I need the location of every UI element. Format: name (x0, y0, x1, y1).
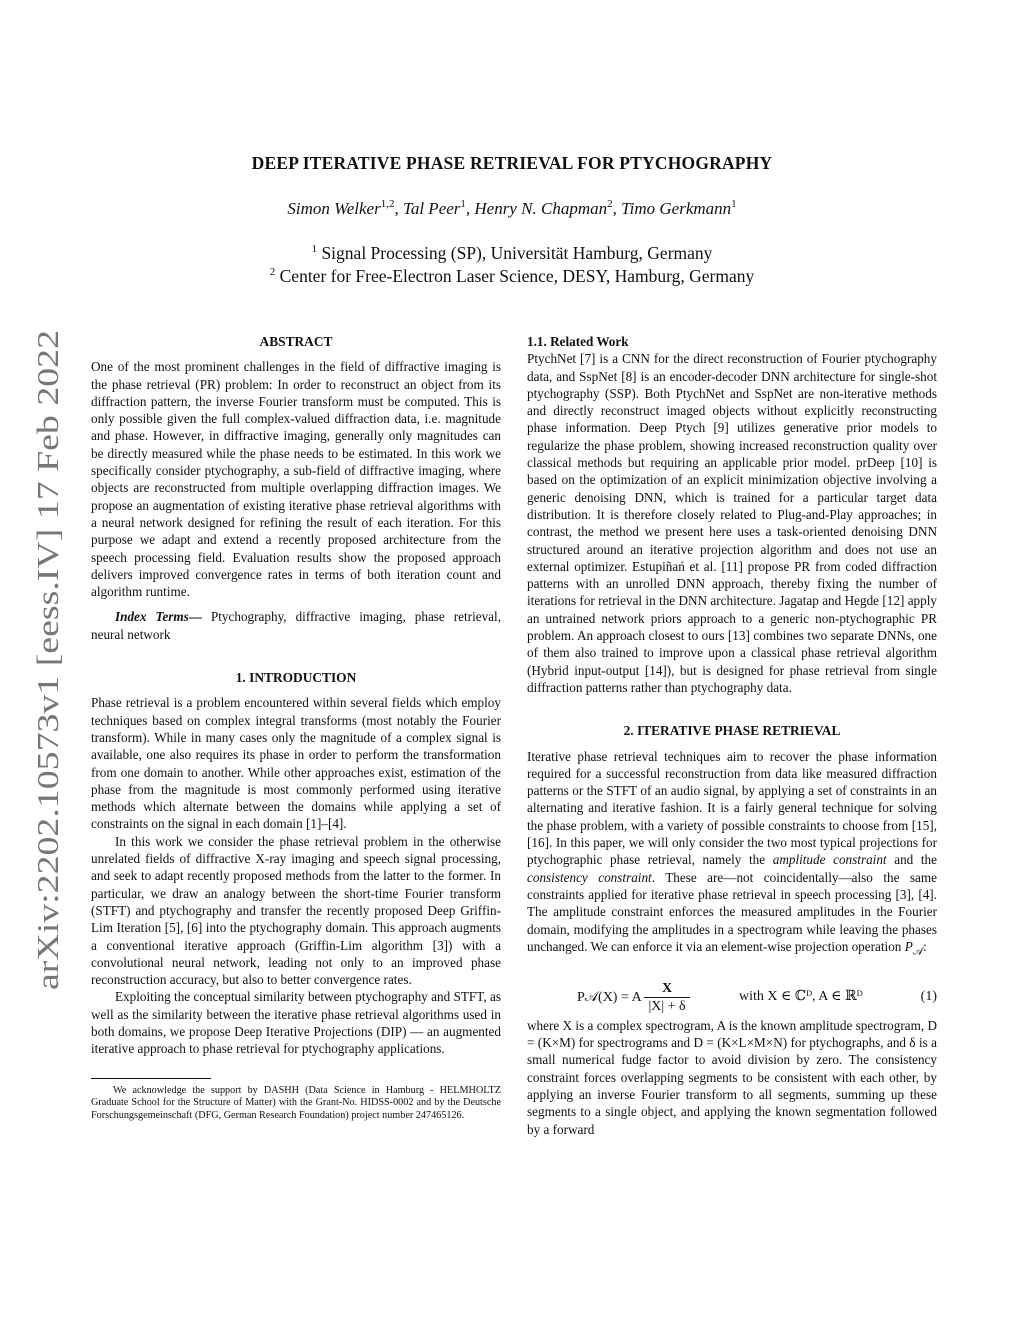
author-name: Timo Gerkmann (621, 199, 732, 218)
author-affil-sup: 2 (607, 198, 613, 210)
affiliation-line: $^2$ Center for Free-Electron Laser Science, DESY, Hamburg, Germany (269, 266, 755, 286)
equation-lhs: P𝒜(X) = A $\frac{X}{|X| + \delta}$ (577, 980, 690, 1016)
introduction-heading: 1. INTRODUCTION (235, 670, 357, 686)
author-affil-sup: 1 (460, 198, 466, 210)
equation-1 (527, 971, 937, 1015)
right-column (527, 333, 937, 1138)
related-work-body: PtychNet [7] is a CNN for the direct reconstruction of Fourier ptychography data, and SspNet [8] is an encoder-decoder DNN architecture for single-shot ptychography (SSP). Both PtychNet and SspNet are non-iterative methods and directly reconstruct imaged objects without explicitly reconstructing phase information. Deep Ptych [9] utilizes generative prior models to regularize the phase problem, showing increased reconstruction quality over classical methods but requiring an applicable prior model. prDeep [10] is based on the optimization of an explicit minimization objective involving a generic denoising DNN, which is trained for a particular target data distribution. It is therefore closely related to Plug-and-Play approaches; in contrast, the method we present here uses a task-oriented denoising DNN structured around an iterative projection algorithm and does not use an external optimizer. Estupiñań et al. [11] propose PR from coded diffraction patterns with an unrolled DNN approach, thereby fixing the number of iterations for retrieval in the DNN architecture. Jagatap and Hegde [12] apply an untrained network priors approach to a generic non-ptychographic PR problem. An approach closest to ours [13] combines two separate DNNs, one of them also trained to improve upon a classical phase retrieval algorithm (Hybrid input-output [14]), but is designed for phase retrieval from single diffraction patterns rather than ptychography data. (527, 351, 937, 695)
footnote-divider (91, 1078, 211, 1079)
paper-title: DEEP ITERATIVE PHASE RETRIEVAL FOR PTYCHOGRAPHY (251, 153, 773, 173)
left-column (91, 333, 501, 1122)
author-list: Simon Welker$^{1,2}$, Tal Peer$^1$, Henry N. Chapman$^2$, Timo Gerkmann$^1$ (287, 198, 737, 218)
arxiv-identifier-stamp (14, 320, 74, 1000)
author-affil-sup: 1 (731, 198, 737, 210)
abstract-body: One of the most prominent challenges in the field of diffractive imaging is the phase retrieval (PR) problem: In order to reconstruct an object from its diffraction pattern, the inverse Fourier transform must be computed. This is only possible given the full complex-valued diffraction data, i.e. magnitude and phase. However, in diffractive imaging, generally only magnitudes can be directly measured while the phase needs to be estimated. In this work we specifically consider ptychography, a sub-field of diffractive imaging, where objects are reconstructed from multiple overlapping diffraction images. We propose an augmentation of existing iterative phase retrieval algorithms with a neural network designed for refining the result of each iteration. For this purpose we adapt and extend a recently proposed architecture from the speech processing field. Evaluation results show the proposed approach delivers improved convergence rates in terms of both iteration count and algorithm runtime. (91, 359, 501, 600)
arxiv-stamp-text: arXiv:2202.10573v1 [eess.IV] 17 Feb 2022 (30, 449, 65, 990)
author-name: Henry N. Chapman (474, 199, 608, 218)
author-name: Tal Peer (402, 199, 461, 218)
equation-fraction: $\frac{X}{|X| + \delta}$ (644, 980, 689, 1016)
affiliations (0, 242, 1024, 288)
author-affil-sup: 1,2 (380, 198, 395, 210)
iterative-pr-heading: 2. ITERATIVE PHASE RETRIEVAL (623, 723, 841, 739)
footnote: We acknowledge the support by DASHH (Data Science in Hamburg - HELMHOLTZ Graduate School for the Structure of Matter) with the Grant-No. HIDSS-0002 and by the Deutsche Forschungsgemeinschaft (DFG, German Research Foundation) project number 247465126. (91, 1084, 501, 1121)
abstract-heading: ABSTRACT (259, 334, 333, 349)
intro-paragraph: In this work we consider the phase retrieval problem in the otherwise unrelated fields of diffractive X-ray imaging and speech signal processing, and seek to adapt recently proposed methods from the latter to the former. In particular, we draw an analogy between the short-time Fourier transform (STFT) and ptychography and transfer the recently proposed Deep Griffin-Lim Iteration [5], [6] into the ptychography domain. This approach augments a conventional iterative approach (Griffin-Lim algorithm [3]) with a convolutional neural network, leading not only to an improved phase reconstruction accuracy, but also to better convergence rates. (91, 833, 501, 988)
intro-paragraph: Phase retrieval is a problem encountered within several fields which employ techniques based on complex integral transforms (most notably the Fourier transform). While in many cases only the magnitude of a complex signal is available, one also requires its phase in order to perform the transformation from one domain to another. While other approaches exist, estimation of the phase from the magnitude is most commonly performed using iterative methods which alternate between the domains while applying a set of constraints on the signal in each domain [1]–[4]. (91, 695, 501, 832)
iterative-pr-paragraph: where X is a complex spectrogram, A is the known amplitude spectrogram, D = (K×M) for spectrograms and D = (K×L×M×N) for ptychographs, and δ is a small numerical fudge factor to avoid division by zero. The consistency constraint forces overlapping segments to be consistent with each other, by applying an inverse Fourier transform to all segments, summing up these segments to a single object, and applying the known segmentation followed by a forward (527, 1017, 937, 1137)
equation-number: (1) (920, 988, 937, 1004)
affiliation-line: $^1$ Signal Processing (SP), Universität Hamburg, Germany (311, 243, 713, 263)
author-name: Simon Welker (287, 199, 381, 218)
iterative-pr-paragraph: Iterative phase retrieval techniques aim to recover the phase information required for a successful reconstruction from data like measured diffraction patterns or the STFT of an audio signal, by applying a set of constraints in an alternating and iterative fashion. It is a fairly general technique for solving the phase problem, with a variety of possible constraints to choose from [15], [16]. In this paper, we will only consider the two most typical projections for ptychographic phase retrieval, namely the amplitude constraint and the consistency constraint. These are—not coincidentally—also the same constraints applied for iterative phase retrieval in speech processing [3], [4]. The amplitude constraint enforces the measured amplitudes in the Fourier domain, modifying the amplitudes in a spectrogram while leaving the phases unchanged. We can enforce it via an element-wise projection operation $P_𝒜$: (527, 748, 937, 958)
index-terms-label: Index Terms— (115, 609, 202, 625)
related-work-heading: 1.1. Related Work (527, 334, 629, 349)
intro-paragraph: Exploiting the conceptual similarity between ptychography and STFT, as well as the similarity between the iterative phase retrieval algorithms used in both domains, we propose Deep Iterative Projections (DIP) — an augmented iterative approach to phase retrieval for ptychography applications. (91, 989, 501, 1057)
index-terms (91, 608, 501, 643)
equation-condition: with X ∈ ℂᴰ, A ∈ ℝᴰ (739, 988, 863, 1004)
index-terms-text: Ptychography, diffractive imaging, phase retrieval, neural network (91, 609, 501, 642)
